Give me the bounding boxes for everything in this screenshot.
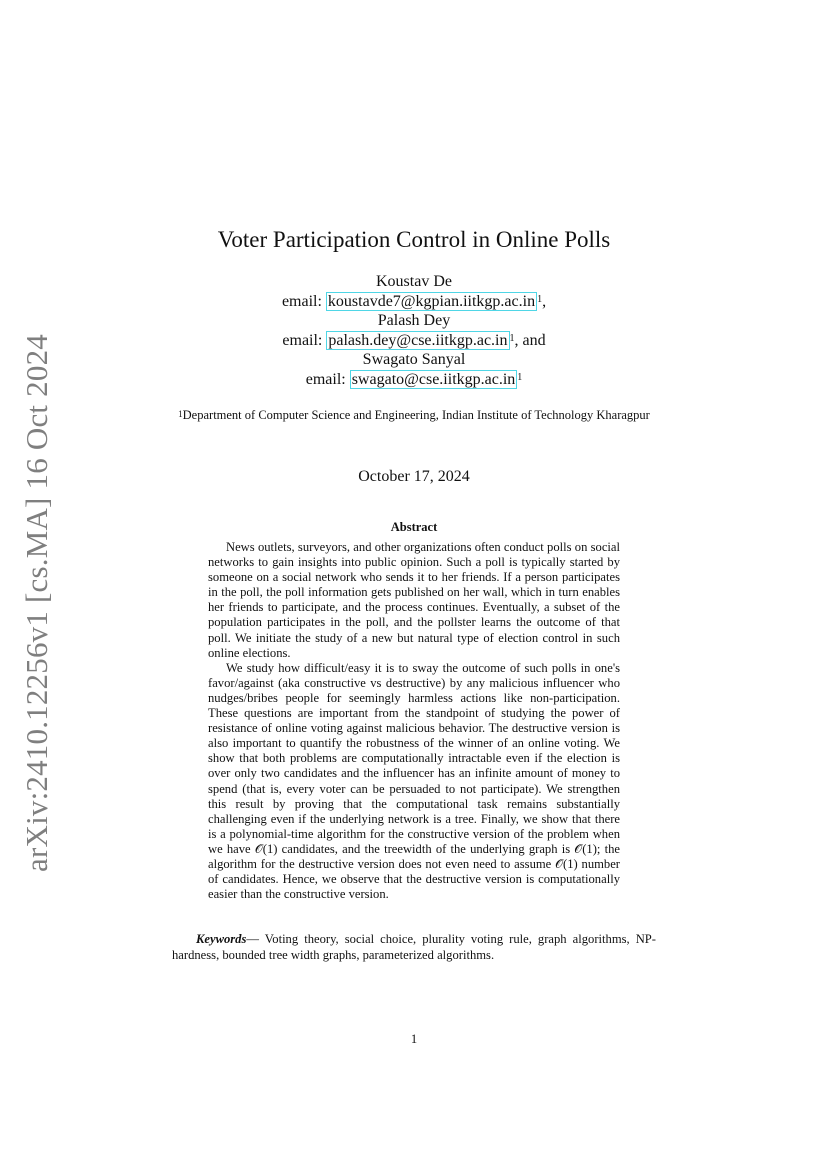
abstract-heading: Abstract bbox=[390, 520, 438, 534]
keywords-label: Keywords bbox=[196, 932, 247, 946]
abstract-paragraph: We study how difficult/easy it is to sway the outcome of such polls in one's favor/against (aka constructive vs destructive) by any malicious influencer who nudges/bribes people for seemingly harmless actions like non-participation. These questions are important from the standpoint of studying the power of resistance of online voting against malicious behavior. The destructive version is also important to quantify the robustness of the winner of an online voting. We show that both problems are computationally intractable even if the election is over only two candidates and the influencer has an infinite amount of money to spend (that is, every voter can be persuaded to not participate). We strengthen this result by proving that the computational task remains substantially challenging even if the underlying network is a tree. Finally, we show that there is a polynomial-time algorithm for the constructive version of the problem when we have 𝒪(1) candidates, and the treewidth of the underlying graph is 𝒪(1); the algorithm for the destructive version does not even need to assume 𝒪(1) number of candidates. Hence, we observe that the destructive version is computationally easier than the constructive version. bbox=[208, 660, 620, 902]
page-number: 1 bbox=[410, 1032, 418, 1046]
author-separator: , and bbox=[514, 331, 546, 349]
paper-date: October 17, 2024 bbox=[358, 468, 470, 485]
affiliation-block bbox=[172, 407, 656, 423]
affiliation-mark: 1 bbox=[178, 409, 183, 419]
affiliation-text: Department of Computer Science and Engineering, Indian Institute of Technology Kharagpur bbox=[182, 408, 650, 422]
affiliation-mark: 1 bbox=[517, 371, 523, 383]
affiliation-mark: 1 bbox=[509, 332, 515, 344]
affiliation-mark: 1 bbox=[537, 293, 543, 305]
paper-title: Voter Participation Control in Online Polls bbox=[217, 227, 611, 252]
author-name: Koustav De bbox=[376, 273, 452, 290]
keywords-separator: — bbox=[246, 932, 265, 946]
author-email-line bbox=[172, 331, 656, 351]
keywords-text: Voting theory, social choice, plurality voting rule, graph algorithms, NP-hardness, bounded tree width graphs, parameterized algorithms. bbox=[172, 932, 657, 962]
author-separator: , bbox=[542, 292, 547, 310]
abstract-body bbox=[208, 540, 620, 902]
email-link[interactable]: swagato@cse.iitkgp.ac.in bbox=[351, 370, 516, 388]
abstract-paragraph: News outlets, surveyors, and other organizations often conduct polls on social networks to gain insights into public opinion. Such a poll is typically started by someone on a social network who sends it to her friends. If a person participates in the poll, the poll information gets published on her wall, which in turn enables her friends to participate, and the process continues. Eventually, a subset of the population participates in the poll, and the pollster learns the outcome of that poll. We initiate the study of a new but natural type of election control in such online elections. bbox=[208, 540, 620, 660]
arxiv-identifier-stamp: arXiv:2410.12256v1 [cs.MA] 16 Oct 2024 bbox=[19, 334, 54, 872]
author-email-line bbox=[172, 292, 656, 312]
email-label: email: bbox=[305, 370, 350, 388]
author-email-line bbox=[172, 370, 656, 390]
author-name: Swagato Sanyal bbox=[362, 351, 466, 368]
email-label: email: bbox=[281, 292, 326, 310]
keywords-line bbox=[172, 932, 656, 963]
author-block bbox=[172, 272, 656, 389]
author-name: Palash Dey bbox=[377, 312, 451, 329]
email-label: email: bbox=[282, 331, 327, 349]
email-link[interactable]: koustavde7@kgpian.iitkgp.ac.in bbox=[327, 292, 536, 310]
email-link[interactable]: palash.dey@cse.iitkgp.ac.in bbox=[328, 331, 508, 349]
